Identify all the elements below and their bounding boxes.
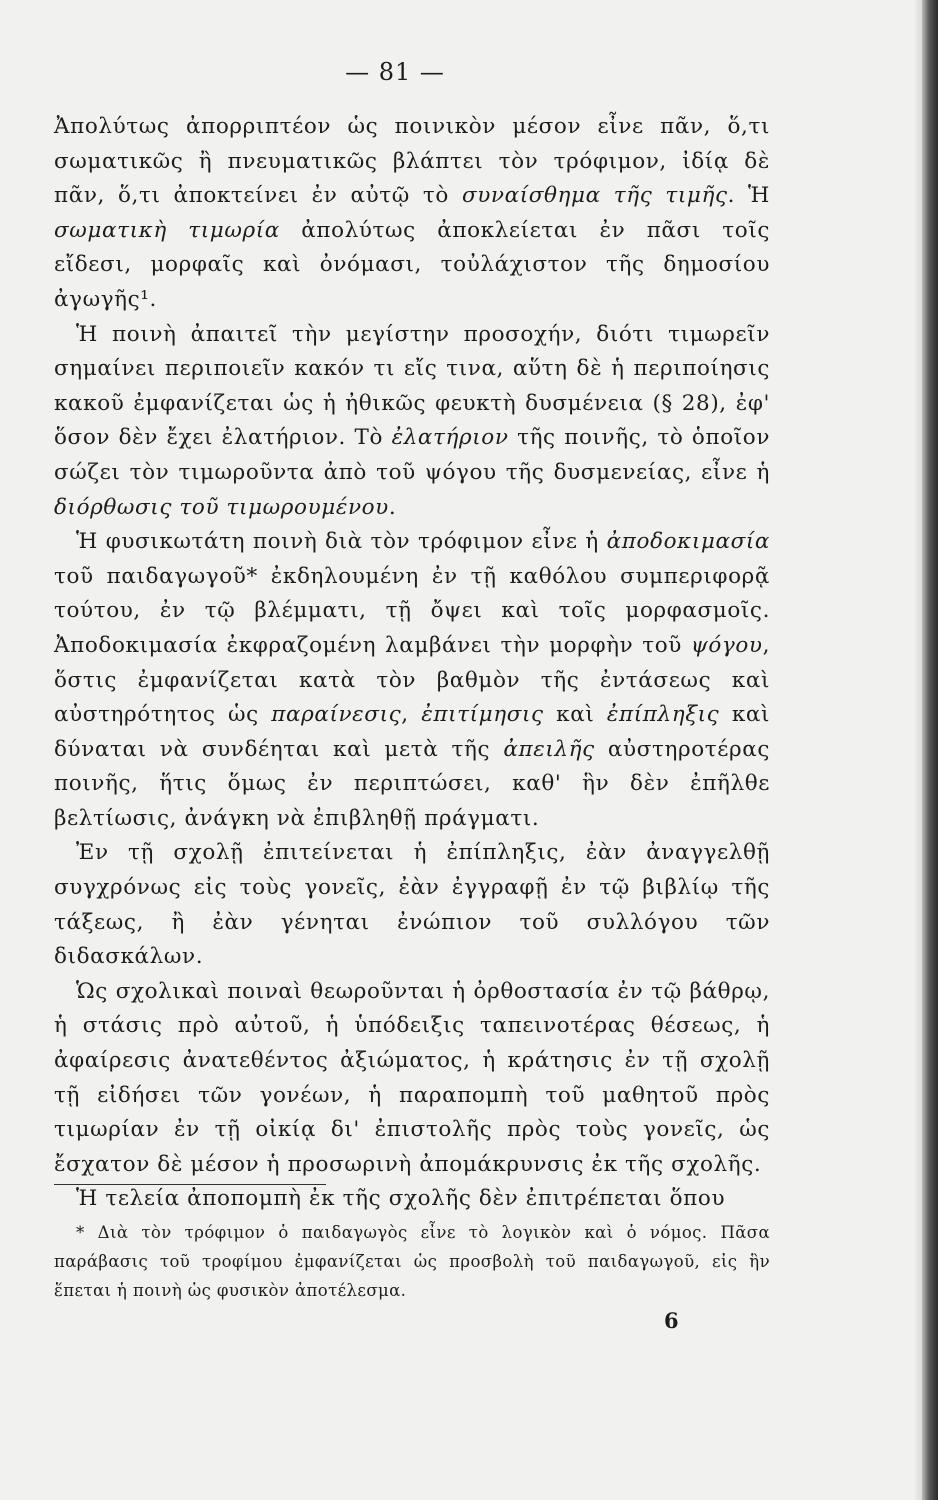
text-run: ἀπολύτως ἀποκλείεται ἐν πᾶσι τοῖς εἴδεσι, μορφαῖς καὶ ὀνόμασι, τοὐλάχιστον τῆς δημοσίου ἀγωγῆς¹. [54, 217, 770, 312]
text-run: Ἐν τῇ σχολῇ ἐπιτείνεται ἡ ἐπίπληξις, ἐὰν ἀναγγελθῇ συγχρόνως εἰς τοὺς γονεῖς, ἐὰν ἐγγραφῇ ἐν τῷ βιβλίῳ τῆς τάξεως, ἢ ἐὰν γένηται ἐνώπιον τοῦ συλλόγου τῶν διδασκάλων. [54, 840, 770, 970]
text-run: Ἡ ποινὴ ἀπαιτεῖ τὴν μεγίστην προσοχήν, διότι τιμωρεῖν σημαίνει περιποιεῖν κακόν τι εἴς τινα, αὕτη δὲ ἡ περιποίησις κακοῦ ἐμφανίζεται ὡς ἡ ἠθικῶς φευκτὴ δυσμένεια (§ 28), ἐφ' ὅσον δὲν ἔχει ἐλατήριον. Τὸ [54, 321, 770, 451]
italic-term: ἐπίπληξις [606, 702, 720, 728]
italic-term: ψόγου [690, 632, 763, 658]
italic-term: ἐλατήριον [391, 425, 509, 451]
text-run: καὶ δύναται νὰ συνδέηται καὶ μετὰ τῆς [54, 702, 771, 762]
text-run: τοῦ παιδαγωγοῦ* ἐκδηλουμένη ἐν τῇ καθόλου συμπεριφορᾷ τούτου, ἐν τῷ βλέμματι, τῇ ὄψει καὶ τοῖς μορφασμοῖς. Ἀποδοκιμασία ἐκφραζομένη λαμβάνει τὴν μορφὴν τοῦ [54, 563, 770, 658]
text-run: . Ἡ [727, 183, 770, 209]
italic-term: ἐπιτίμησις [421, 702, 544, 728]
signature-mark: 6 [664, 1308, 679, 1333]
text-run: Ὡς σχολικαὶ ποιναὶ θεωροῦνται ἡ ὀρθοστασία ἐν τῷ βάθρῳ, ἡ στάσις πρὸ αὐτοῦ, ἡ ὑπόδειξις ταπεινοτέρας θέσεως, ἡ ἀφαίρεσις ἀνατεθέντος ἀξιώματος, ἡ κράτησις ἐν τῇ σχολῇ τῇ εἰδήσει τῶν γονέων, ἡ παραπομπὴ τοῦ μαθητοῦ πρὸς τιμωρίαν ἐν τῇ οἰκίᾳ δι' ἐπιστολῆς πρὸς τοὺς γονεῖς, ὡς ἔσχατον δὲ μέσον ἡ προσωρινὴ ἀπομάκρυνσις ἐκ τῆς σχολῆς. [54, 978, 770, 1177]
text-run: , [401, 702, 422, 728]
paragraph-4 [54, 836, 770, 974]
paragraph-3 [54, 525, 770, 836]
italic-term: διόρθωσις τοῦ τιμωρουμένου [54, 494, 389, 520]
paragraph-2 [54, 318, 770, 526]
text-run: αὐστηροτέρας ποινῆς, ἥτις ὅμως ἐν περιπτώσει, καθ' ἣν δὲν ἐπῆλθε βελτίωσις, ἀνάγκη νὰ ἐπιβληθῇ πράγματι. [54, 736, 770, 831]
footnote-rule [54, 1184, 326, 1185]
text-run: Ἀπολύτως ἀπορριπτέον ὡς ποινικὸν μέσον εἶνε πᾶν, ὅ,τι σωματικῶς ἢ πνευματικῶς βλάπτει τὸν τρόφιμον, ἰδίᾳ δὲ πᾶν, ὅ,τι ἀποκτείνει ἐν αὐτῷ τὸ [54, 114, 770, 209]
italic-term: σωματικὴ τιμωρία [54, 217, 280, 243]
book-spine-edge [922, 0, 938, 1500]
italic-term: ἀποδοκιμασία [606, 529, 770, 555]
footnote-text: * Διὰ τὸν τρόφιμον ὁ παιδαγωγὸς εἶνε τὸ λογικὸν καὶ ὁ νόμος. Πᾶσα παράβασις τοῦ τροφίμου ἐμφανίζεται ὡς προσβολὴ τοῦ παιδαγωγοῦ, εἰς ἣν ἕπεται ἡ ποινὴ ὡς φυσικὸν ἀποτέλεσμα. [54, 1223, 770, 1300]
text-run: Ἡ φυσικωτάτη ποινὴ διὰ τὸν τρόφιμον εἶνε ἡ [76, 529, 607, 555]
text-run: Ἡ τελεία ἀποπομπὴ ἐκ τῆς σχολῆς δὲν ἐπιτρέπεται ὅπου [76, 1186, 726, 1212]
main-text [54, 110, 770, 1217]
italic-term: παραίνεσις [271, 702, 402, 728]
text-run: τῆς ποινῆς, τὸ ὁποῖον σώζει τὸν τιμωροῦντα ἀπὸ τοῦ ψόγου τῆς δυσμενείας, εἶνε ἡ [54, 425, 770, 485]
text-run: . [388, 494, 397, 520]
paragraph-1 [54, 110, 770, 318]
text-run: καὶ [543, 702, 607, 728]
italic-term: ἀπειλῆς [503, 736, 595, 762]
paragraph-6 [54, 1182, 770, 1217]
page-number: — 81 — [345, 58, 445, 86]
paragraph-5 [54, 975, 770, 1183]
footnote [54, 1218, 770, 1305]
text-run: , ὅστις ἐμφανίζεται κατὰ τὸν βαθμὸν τῆς ἐντάσεως καὶ αὐστηρότητος ὡς [54, 632, 770, 728]
italic-term: συναίσθημα τῆς τιμῆς [461, 183, 728, 209]
page-edge-shadow [914, 0, 922, 1500]
